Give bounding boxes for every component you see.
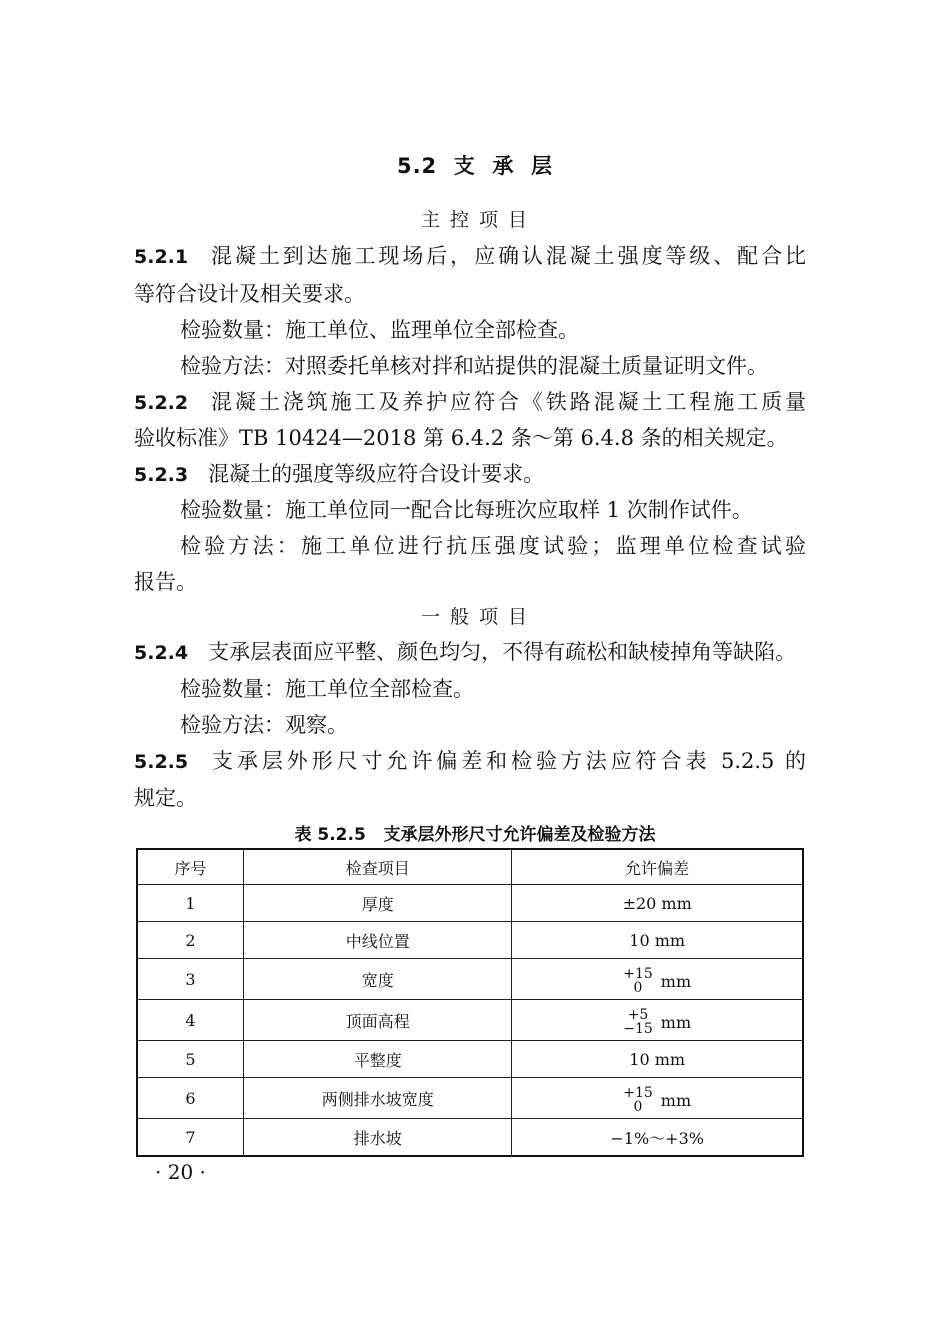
tolerance-range [623,1086,691,1114]
table-row [137,959,803,1000]
check-quantity-5-2-1: 检验数量：施工单位、监理单位全部检查。 [180,318,579,342]
clause-5-2-2-line-2: 验收标准》TB 10424—2018 第 6.4.2 条～第 6.4.8 条的相关规定。 [134,426,788,450]
row-tolerance [512,1000,803,1041]
check-method-5-2-3: 检验方法：施工单位进行抗压强度试验；监理单位检查试验 [180,534,806,558]
row-tolerance: −1%～+3% [512,1119,803,1157]
row-tolerance [512,959,803,1000]
header-check-item: 检查项目 [244,849,512,885]
tolerance-lower: 0 [633,980,643,996]
main-control-heading: 主 控 项 目 [420,209,530,231]
clause-text: 混凝土的强度等级应符合设计要求。 [208,462,545,486]
table-row [137,1000,803,1041]
clause-number: 5.2.2 [134,392,189,414]
clause-text: 混凝土浇筑施工及养护应符合《铁路混凝土工程施工质量 [208,390,806,414]
table-row [137,1078,803,1119]
tolerance-unit: mm [660,1090,692,1110]
clause-5-2-1-line-1 [134,238,806,275]
row-item: 两侧排水坡宽度 [244,1078,512,1119]
clause-number: 5.2.3 [134,464,189,486]
clause-number: 5.2.4 [134,642,189,664]
table-row [137,1041,803,1078]
check-quantity-5-2-3: 检验数量：施工单位同一配合比每班次应取样 1 次制作试件。 [180,498,753,522]
tolerance-range [623,967,691,995]
tolerance-upper: +15 [623,1085,653,1101]
row-tolerance: 10 mm [512,1041,803,1078]
clause-5-2-2-line-1 [134,384,806,421]
clause-5-2-1-line-2: 等符合设计及相关要求。 [134,282,365,306]
check-method-5-2-4: 检验方法：观察。 [180,713,348,737]
tolerance-lower: 0 [633,1099,643,1115]
check-method-5-2-3-cont: 报告。 [134,570,197,594]
row-tolerance: ±20 mm [512,885,803,922]
row-number: 5 [137,1041,244,1078]
clause-text: 支承层表面应平整、颜色均匀，不得有疏松和缺棱掉角等缺陷。 [208,640,797,664]
check-quantity-5-2-4: 检验数量：施工单位全部检查。 [180,677,474,701]
clause-5-2-4-line-1 [134,634,806,671]
tolerance-range [623,1008,691,1036]
header-tolerance: 允许偏差 [512,849,803,885]
clause-text: 混凝土到达施工现场后，应确认混凝土强度等级、配合比 [208,244,806,268]
row-item: 宽度 [244,959,512,1000]
clause-text: 支承层外形尺寸允许偏差和检验方法应符合表 5.2.5 的 [208,749,806,773]
tolerance-upper: +15 [623,966,653,982]
section-title: 5.2 支 承 层 [396,154,554,178]
clause-number: 5.2.1 [134,246,189,268]
row-item: 顶面高程 [244,1000,512,1041]
tolerance-stack [623,1086,653,1114]
row-number: 7 [137,1119,244,1157]
row-number: 2 [137,922,244,959]
clause-5-2-3-line-1 [134,456,806,493]
clause-5-2-5-line-1 [134,743,806,780]
row-item: 中线位置 [244,922,512,959]
table-caption: 表 5.2.5 支承层外形尺寸允许偏差及检验方法 [294,825,656,845]
tolerance-table [136,848,804,1157]
row-item: 平整度 [244,1041,512,1078]
row-tolerance: 10 mm [512,922,803,959]
row-number: 4 [137,1000,244,1041]
row-tolerance [512,1078,803,1119]
row-number: 3 [137,959,244,1000]
table-row [137,922,803,959]
row-item: 排水坡 [244,1119,512,1157]
header-number: 序号 [137,849,244,885]
clause-number: 5.2.5 [134,751,189,773]
tolerance-upper: +5 [627,1007,649,1023]
tolerance-stack [623,1008,653,1036]
tolerance-stack [623,967,653,995]
tolerance-unit: mm [660,1012,692,1032]
row-item: 厚度 [244,885,512,922]
table-row [137,885,803,922]
clause-5-2-5-line-2: 规定。 [134,786,197,810]
table-row [137,1119,803,1157]
tolerance-unit: mm [660,971,692,991]
page-number: · 20 · [155,1160,206,1184]
table-header-row [137,849,803,885]
row-number: 6 [137,1078,244,1119]
general-heading: 一 般 项 目 [420,606,530,628]
row-number: 1 [137,885,244,922]
tolerance-lower: −15 [623,1021,653,1037]
check-method-5-2-1: 检验方法：对照委托单核对拌和站提供的混凝土质量证明文件。 [180,354,768,378]
